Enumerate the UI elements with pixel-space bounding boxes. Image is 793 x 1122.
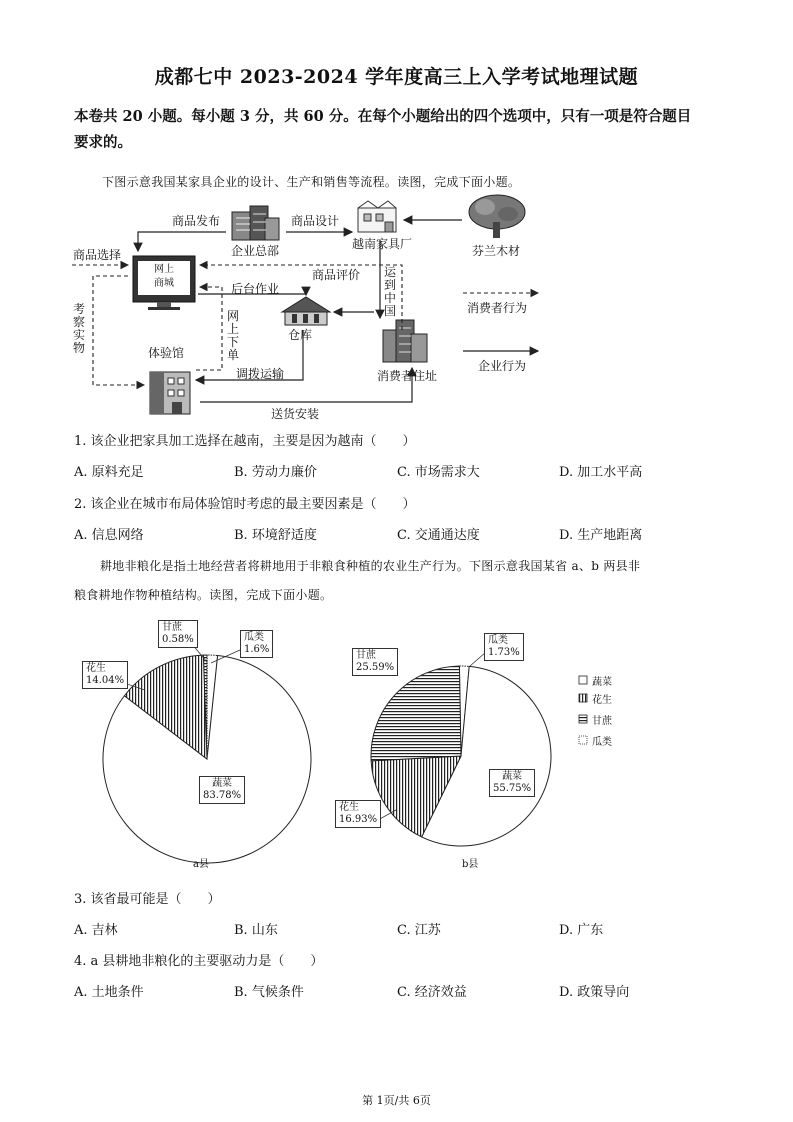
pie-a-melon-value: 1.6% bbox=[244, 644, 270, 655]
q2-option-a: A. 信息网络 bbox=[74, 528, 144, 543]
q2-option-c: C. 交通通达度 bbox=[397, 528, 480, 543]
inspect-char-4: 物 bbox=[73, 341, 86, 355]
node-warehouse: 仓库 bbox=[288, 328, 313, 342]
pie-b-melon-name: 瓜类 bbox=[488, 635, 508, 646]
pie-a-label-sugarcane bbox=[158, 620, 198, 648]
pie-b-label-peanut bbox=[335, 800, 381, 828]
legend-sugarcane: 甘蔗 bbox=[592, 716, 612, 727]
ship-char-3: 中 bbox=[384, 291, 397, 305]
pie-a-label-peanut bbox=[82, 661, 128, 689]
q3-option-a: A. 吉林 bbox=[74, 923, 118, 938]
edge-transfer-label: 调拨运输 bbox=[236, 367, 285, 381]
edge-backend-label: 后台作业 bbox=[231, 282, 280, 296]
question-2: 2. 该企业在城市布局体验馆时考虑的最主要因素是（ ） bbox=[74, 497, 416, 512]
legend-melon: 瓜类 bbox=[592, 737, 612, 748]
pie-legend-swatches bbox=[579, 676, 587, 744]
q4-option-d: D. 政策导向 bbox=[559, 985, 630, 1000]
question-1: 1. 该企业把家具加工选择在越南，主要是因为越南（ ） bbox=[74, 434, 416, 449]
node-factory: 越南家具厂 bbox=[352, 237, 413, 251]
legend-swatch-melon bbox=[579, 736, 587, 744]
pie-b-label-melon bbox=[484, 633, 524, 661]
question-3: 3. 该省最可能是（ ） bbox=[74, 892, 221, 907]
q4-option-c: C. 经济效益 bbox=[397, 985, 467, 1000]
legend-enterprise: 企业行为 bbox=[478, 359, 527, 373]
legend-swatch-sugarcane bbox=[579, 715, 587, 723]
pie-b-melon-value: 1.73% bbox=[488, 647, 520, 658]
ship-char-4: 国 bbox=[384, 304, 397, 318]
q3-option-d: D. 广东 bbox=[559, 923, 604, 938]
pie-b-label-sugarcane bbox=[352, 648, 398, 676]
pie-b-peanut-value: 16.93% bbox=[339, 814, 378, 825]
intro-2-line-1: 耕地非粮化是指土地经营者将耕地用于非粮食种植的农业生产行为。下图示意我国某省 a、b 两县非 bbox=[100, 559, 641, 573]
edge-deliver-label: 送货安装 bbox=[271, 407, 320, 421]
q1-option-b: B. 劳动力廉价 bbox=[234, 465, 317, 480]
ship-char-2: 到 bbox=[384, 278, 397, 292]
instructions-line-1: 本卷共 20 小题。每小题 3 分，共 60 分。在每个小题给出的四个选项中，只有一项是符合题目 bbox=[74, 108, 692, 125]
order-char-4: 单 bbox=[227, 348, 240, 362]
ship-char-1: 运 bbox=[384, 265, 397, 279]
pie-chart-b bbox=[371, 666, 551, 846]
q3-option-c: C. 江苏 bbox=[397, 923, 441, 938]
pie-a-melon-name: 瓜类 bbox=[244, 632, 264, 643]
inspect-char-2: 察 bbox=[73, 315, 86, 329]
node-hq: 企业总部 bbox=[231, 244, 280, 258]
pie-b-label-vegetable bbox=[489, 769, 535, 797]
pie-a-label-melon bbox=[240, 630, 273, 658]
pie-a-vegetable-value: 83.78% bbox=[203, 790, 242, 801]
node-showroom: 体验馆 bbox=[148, 346, 185, 360]
order-char-3: 下 bbox=[227, 335, 240, 349]
legend-swatch-peanut bbox=[579, 694, 587, 702]
order-char-1: 网 bbox=[227, 309, 240, 323]
pie-a-vegetable-name: 蔬菜 bbox=[212, 778, 233, 789]
q2-option-b: B. 环境舒适度 bbox=[234, 528, 317, 543]
edge-select-label: 商品选择 bbox=[73, 248, 122, 262]
legend-vegetable: 蔬菜 bbox=[592, 677, 612, 688]
pie-b-sugarcane-name: 甘蔗 bbox=[356, 650, 376, 661]
legend-consumer: 消费者行为 bbox=[467, 301, 528, 315]
pie-b-vegetable-name: 蔬菜 bbox=[502, 771, 523, 782]
q1-option-c: C. 市场需求大 bbox=[397, 465, 480, 480]
instructions-line-2: 要求的。 bbox=[74, 134, 132, 151]
inspect-char-3: 实 bbox=[73, 328, 86, 342]
q1-option-d: D. 加工水平高 bbox=[559, 465, 643, 480]
q1-option-a: A. 原料充足 bbox=[74, 465, 144, 480]
inspect-char-1: 考 bbox=[73, 302, 86, 316]
node-wood: 芬兰木材 bbox=[472, 244, 521, 258]
node-consumer: 消费者住址 bbox=[377, 369, 438, 383]
pie-a-caption: a县 bbox=[193, 859, 209, 870]
page-footer: 第 1页/共 6页 bbox=[362, 1094, 431, 1107]
legend-peanut: 花生 bbox=[592, 695, 612, 706]
q3-option-b: B. 山东 bbox=[234, 923, 278, 938]
node-mall-line-1: 网上 bbox=[154, 264, 174, 275]
pie-a-label-vegetable bbox=[199, 776, 245, 804]
pie-a-peanut-value: 14.04% bbox=[86, 675, 125, 686]
page-title: 成都七中 2023-2024 学年度高三上入学考试地理试题 bbox=[154, 66, 639, 88]
pie-b-slice-sugarcane bbox=[371, 666, 461, 761]
edge-design-label: 商品设计 bbox=[291, 214, 340, 228]
q2-option-d: D. 生产地距离 bbox=[559, 528, 643, 543]
pie-a-sugarcane-value: 0.58% bbox=[162, 634, 194, 645]
intro-1: 下图示意我国某家具企业的设计、生产和销售等流程。读图，完成下面小题。 bbox=[102, 175, 521, 189]
q4-option-a: A. 土地条件 bbox=[74, 985, 144, 1000]
edge-review-label: 商品评价 bbox=[312, 268, 361, 282]
edge-release-label: 商品发布 bbox=[172, 214, 221, 228]
pie-b-sugarcane-value: 25.59% bbox=[356, 662, 395, 673]
pie-b-caption: b县 bbox=[462, 859, 479, 870]
node-mall-line-2: 商城 bbox=[154, 278, 174, 289]
legend-swatch-vegetable bbox=[579, 676, 587, 684]
pie-b-vegetable-value: 55.75% bbox=[493, 783, 532, 794]
pie-a-sugarcane-name: 甘蔗 bbox=[162, 622, 182, 633]
order-char-2: 上 bbox=[227, 322, 240, 336]
q4-option-b: B. 气候条件 bbox=[234, 985, 304, 1000]
pie-a-peanut-name: 花生 bbox=[86, 663, 106, 674]
pie-b-peanut-name: 花生 bbox=[339, 802, 359, 813]
intro-2-line-2: 粮食耕地作物种植结构。读图，完成下面小题。 bbox=[74, 588, 333, 602]
question-4: 4. a 县耕地非粮化的主要驱动力是（ ） bbox=[74, 954, 324, 969]
